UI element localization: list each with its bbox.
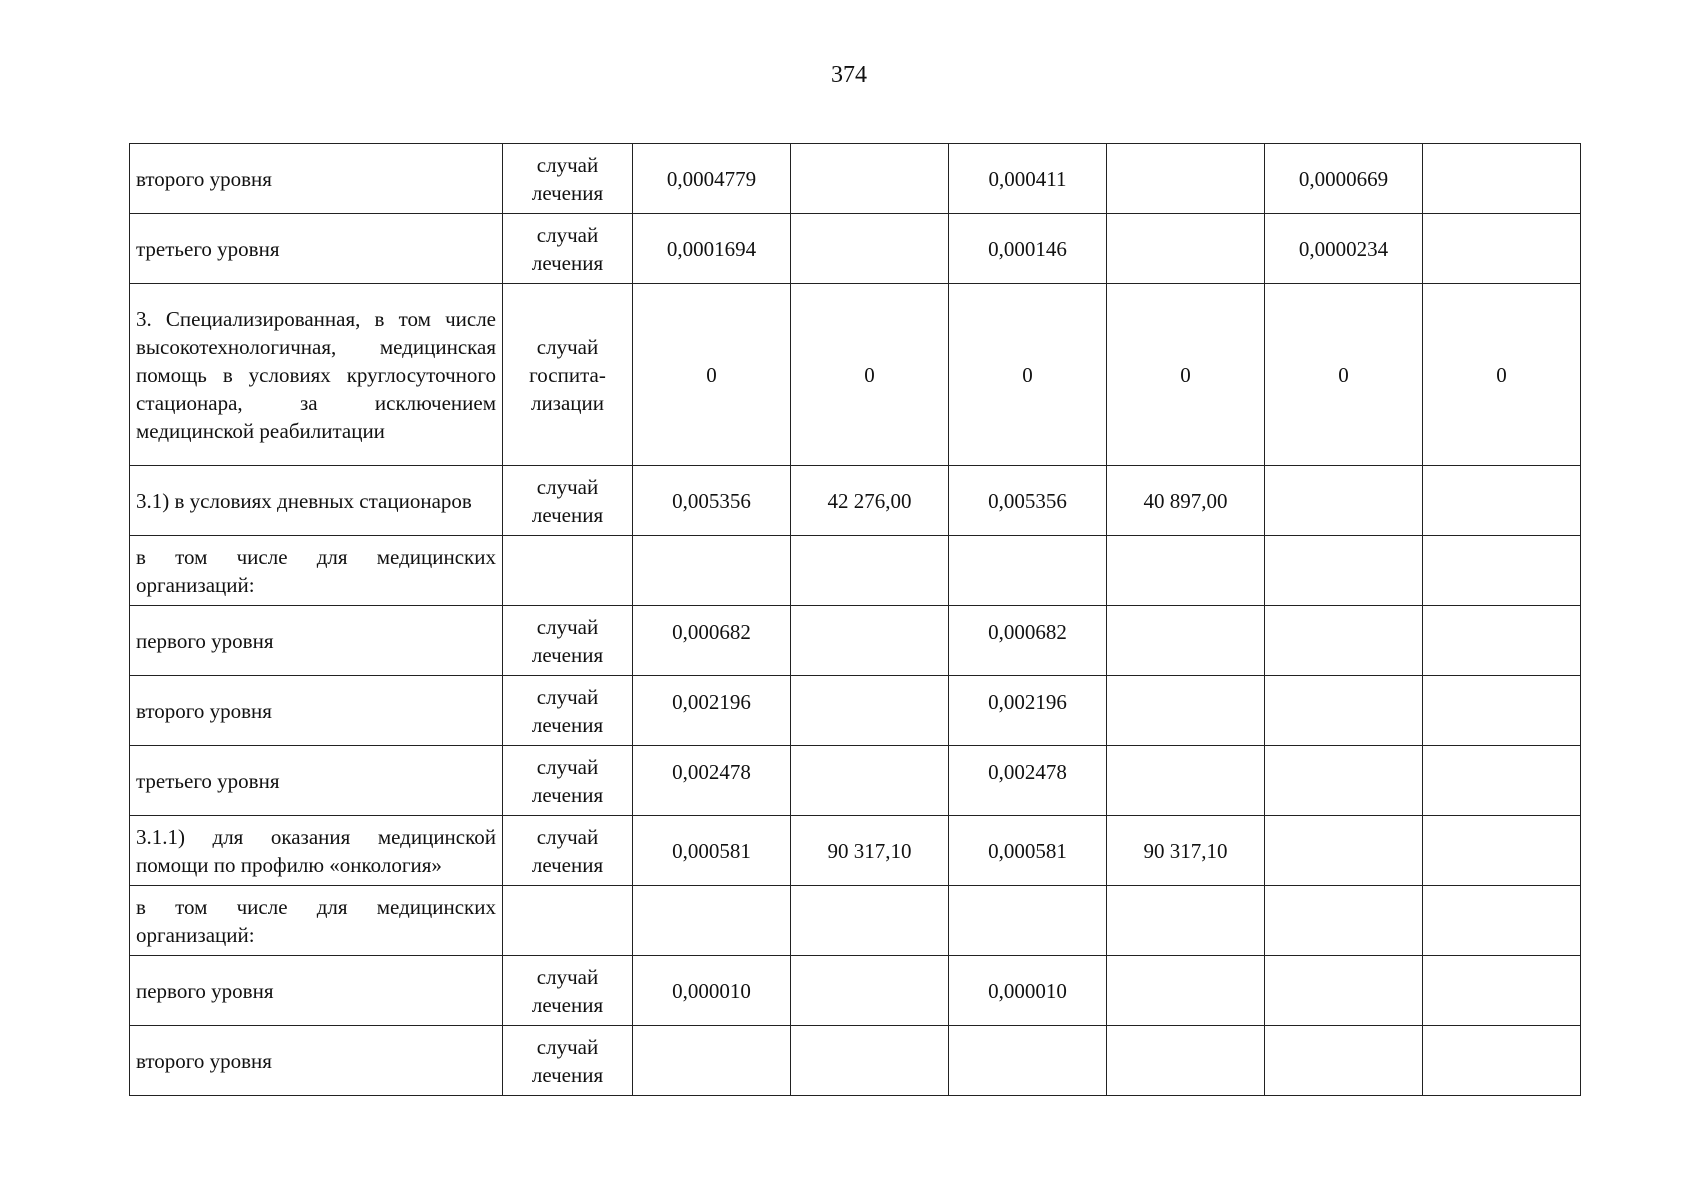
row-unit: случай лечения [503, 144, 633, 214]
row-name: второго уровня [130, 676, 503, 746]
value-cell [1265, 606, 1423, 676]
value-cell [791, 746, 949, 816]
value-cell [1265, 466, 1423, 536]
value-cell: 90 317,10 [1107, 816, 1265, 886]
table-row [130, 214, 1581, 284]
value-cell [791, 1026, 949, 1096]
value-cell [949, 886, 1107, 956]
value-cell: 0,0001694 [633, 214, 791, 284]
value-cell [1423, 466, 1581, 536]
value-cell [633, 536, 791, 606]
value-cell: 0,002196 [949, 676, 1107, 746]
table-row [130, 746, 1581, 816]
value-cell [1265, 816, 1423, 886]
table-row [130, 816, 1581, 886]
value-cell: 40 897,00 [1107, 466, 1265, 536]
value-cell [1423, 1026, 1581, 1096]
value-cell: 0 [1107, 284, 1265, 466]
value-cell [633, 886, 791, 956]
value-cell: 0,002478 [949, 746, 1107, 816]
row-name: первого уровня [130, 606, 503, 676]
row-name: второго уровня [130, 1026, 503, 1096]
row-unit: случай госпита-лизации [503, 284, 633, 466]
row-name: третьего уровня [130, 746, 503, 816]
row-unit: случай лечения [503, 1026, 633, 1096]
value-cell [791, 956, 949, 1026]
row-name: 3.1) в условиях дневных стационаров [130, 466, 503, 536]
value-cell: 0,0000669 [1265, 144, 1423, 214]
value-cell: 0,005356 [949, 466, 1107, 536]
value-cell [1265, 536, 1423, 606]
value-cell [791, 676, 949, 746]
value-cell [1107, 1026, 1265, 1096]
value-cell [949, 1026, 1107, 1096]
value-cell [633, 1026, 791, 1096]
document-table [129, 143, 1581, 1096]
value-cell [1107, 676, 1265, 746]
value-cell [1107, 144, 1265, 214]
value-cell [1423, 746, 1581, 816]
value-cell [1265, 956, 1423, 1026]
row-unit [503, 886, 633, 956]
row-unit [503, 536, 633, 606]
value-cell: 0,000682 [633, 606, 791, 676]
value-cell: 0 [949, 284, 1107, 466]
table-row [130, 886, 1581, 956]
row-unit: случай лечения [503, 956, 633, 1026]
value-cell [1423, 886, 1581, 956]
row-unit: случай лечения [503, 746, 633, 816]
value-cell [1265, 746, 1423, 816]
value-cell [1107, 536, 1265, 606]
table-row [130, 284, 1581, 466]
value-cell: 0,002196 [633, 676, 791, 746]
value-cell [791, 214, 949, 284]
value-cell [1423, 956, 1581, 1026]
value-cell [791, 886, 949, 956]
value-cell: 0,0000234 [1265, 214, 1423, 284]
value-cell: 0 [1265, 284, 1423, 466]
row-name: первого уровня [130, 956, 503, 1026]
value-cell: 0 [1423, 284, 1581, 466]
value-cell [1107, 214, 1265, 284]
row-name: третьего уровня [130, 214, 503, 284]
table-row [130, 676, 1581, 746]
table-row [130, 956, 1581, 1026]
value-cell: 0,002478 [633, 746, 791, 816]
value-cell [791, 606, 949, 676]
row-name: второго уровня [130, 144, 503, 214]
value-cell [1423, 536, 1581, 606]
row-name: 3. Специализированная, в том числе высокотехнологичная, медицинская помощь в условиях круглосуточного стационара, за исключением медицинской реабилитации [130, 284, 503, 466]
row-unit: случай лечения [503, 466, 633, 536]
value-cell: 0,005356 [633, 466, 791, 536]
value-cell [1423, 144, 1581, 214]
value-cell [1423, 606, 1581, 676]
table-row [130, 536, 1581, 606]
value-cell: 0 [633, 284, 791, 466]
value-cell: 0,000146 [949, 214, 1107, 284]
value-cell: 0,000682 [949, 606, 1107, 676]
row-unit: случай лечения [503, 606, 633, 676]
table-row [130, 144, 1581, 214]
value-cell [949, 536, 1107, 606]
value-cell [1265, 886, 1423, 956]
value-cell: 0,000010 [949, 956, 1107, 1026]
value-cell: 0,000411 [949, 144, 1107, 214]
value-cell: 0,0004779 [633, 144, 791, 214]
page-number: 374 [831, 62, 867, 88]
row-name: 3.1.1) для оказания медицинской помощи по профилю «онкология» [130, 816, 503, 886]
value-cell [791, 536, 949, 606]
table-row [130, 1026, 1581, 1096]
value-cell [1265, 676, 1423, 746]
value-cell [1107, 606, 1265, 676]
value-cell [1265, 1026, 1423, 1096]
value-cell: 90 317,10 [791, 816, 949, 886]
row-unit: случай лечения [503, 214, 633, 284]
value-cell: 0,000010 [633, 956, 791, 1026]
value-cell [1423, 214, 1581, 284]
table-row [130, 606, 1581, 676]
value-cell: 0,000581 [949, 816, 1107, 886]
value-cell [791, 144, 949, 214]
value-cell [1107, 746, 1265, 816]
row-unit: случай лечения [503, 676, 633, 746]
value-cell [1423, 676, 1581, 746]
value-cell: 0,000581 [633, 816, 791, 886]
row-name: в том числе для медицинских организаций: [130, 886, 503, 956]
value-cell: 42 276,00 [791, 466, 949, 536]
row-name: в том числе для медицинских организаций: [130, 536, 503, 606]
row-unit: случай лечения [503, 816, 633, 886]
table-row [130, 466, 1581, 536]
value-cell [1107, 956, 1265, 1026]
value-cell [1107, 886, 1265, 956]
value-cell: 0 [791, 284, 949, 466]
value-cell [1423, 816, 1581, 886]
